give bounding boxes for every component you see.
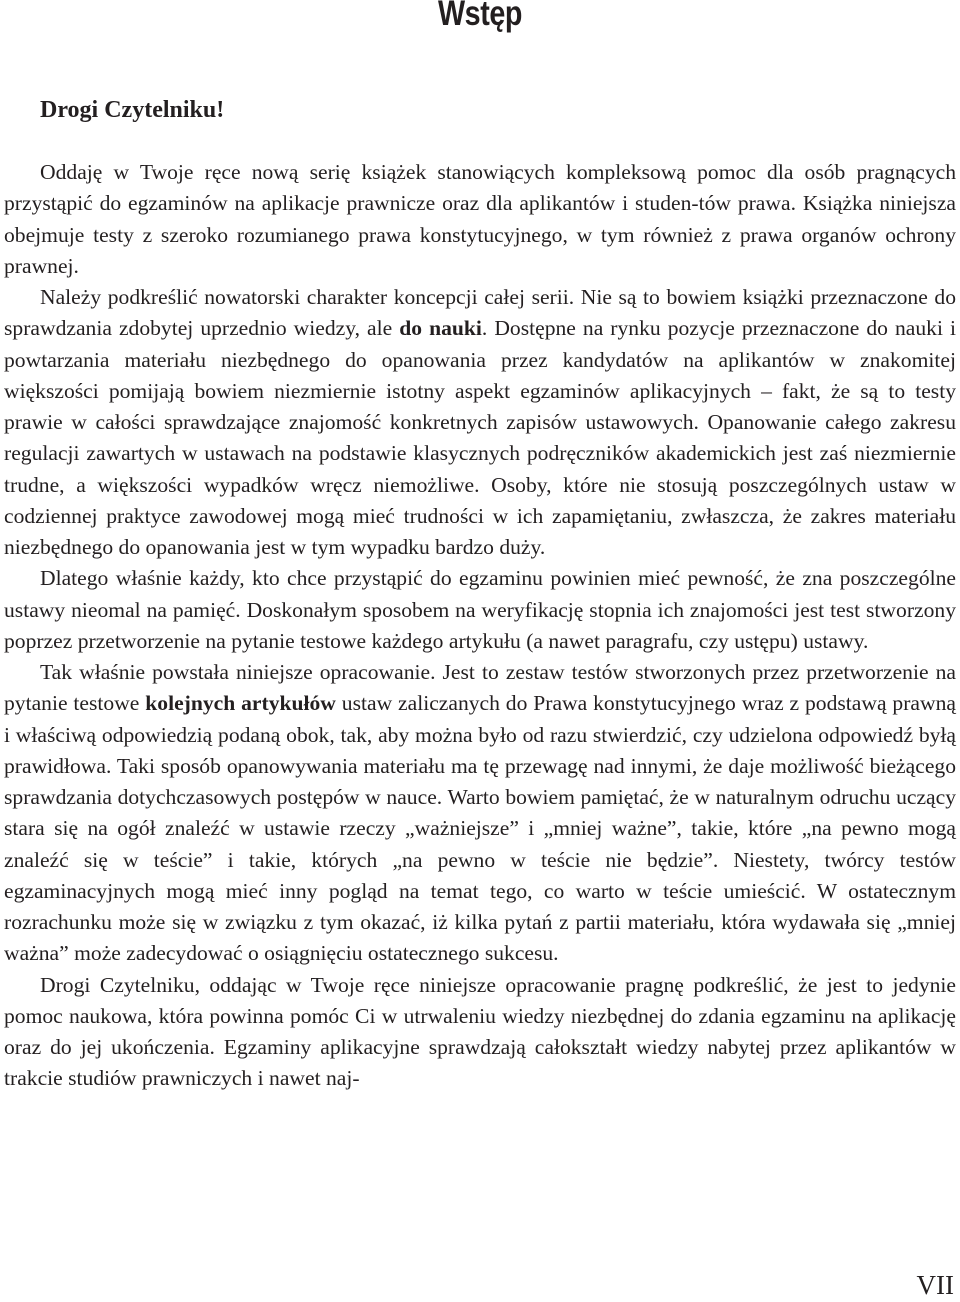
- paragraph-4: [4, 657, 956, 970]
- page-number: VII: [916, 1270, 954, 1300]
- paragraph-5: Drogi Czytelniku, oddając w Twoje ręce niniejsze opracowanie pragnę podkreślić, że jest to jedynie pomoc naukowa, która powinna pomóc Ci w utrwaleniu wiedzy niezbędnej do zdania egzaminu na aplikację oraz do jej ukończenia. Egzaminy aplikacyjne sprawdzają całokształt wiedzy nabytej przez aplikantów w trakcie studiów prawniczych i nawet naj-: [4, 972, 956, 1091]
- paragraph-4-text-b: ustaw zaliczanych do Prawa konstytucyjnego wraz z podstawą prawną i właściwą odpowiedzią podaną obok, tak, aby można było od razu stwierdzić, czy udzielona odpowiedź byłą prawidłowa. Taki sposób opanowywania materiału ma tę przewagę nad innymi, że daje możliwość bieżącego sprawdzania dotychczasowych postępów w nauce. Warto bowiem pamiętać, że w naturalnym odruchu uczący stara się na ogół znaleźć w ustawie rzeczy „ważniejsze” i „mniej ważne”, takie, które „na pewno mogą znaleźć się w teście” i takie, których „na pewno w teście nie będzie”. Niestety, twórcy testów egzaminacyjnych mogą mieć inny pogląd na temat tego, co warto w teście umieścić. W ostatecznym rozrachunku może się w związku z tym okazać, iż kilka pytań z partii materiału, która wydawała się „mniej ważna” może zadecydować o osiągnięciu ostatecznego sukcesu.: [4, 691, 956, 966]
- paragraph-2-emphasis: do nauki: [399, 316, 482, 341]
- chapter-title: Wstęp: [437, 0, 523, 33]
- greeting: Drogi Czytelniku!: [40, 97, 225, 123]
- paragraph-4-text-a: Tak właśnie powstała niniejsze opracowanie. Jest to zestaw testów stworzonych przez przetworzenie na pytanie testowe: [4, 660, 956, 716]
- paragraph-2-text-b: . Dostępne na rynku pozycje przeznaczone do nauki i powtarzania materiału niezbędnego do opanowania przez kandydatów na aplikantów w znakomitej większości pomijają bowiem niezmiernie istotny aspekt egzaminów aplikacyjnych – fakt, że są to testy prawie w całości sprawdzające znajomość konkretnych zapisów ustawowych. Opanowanie całego zakresu regulacji zawartych w ustawach na podstawie klasycznych podręczników akademickich jest zaś niezmiernie trudne, a większości wypadków wręcz niemożliwe. Osoby, które nie stosują poszczególnych ustaw w codziennej praktyce zawodowej mogą mieć trudności w ich zapamiętaniu, zwłaszcza, że zakres materiału niezbędnego do opanowania jest w tym wypadku bardzo duży.: [4, 316, 956, 559]
- paragraph-3: Dlatego właśnie każdy, kto chce przystąpić do egzaminu powinien mieć pewność, że zna poszczególne ustawy nieomal na pamięć. Doskonałym sposobem na weryfikację stopnia ich znajomości jest test stworzony poprzez przetworzenie na pytanie testowe każdego artykułu (a nawet paragrafu, czy ustępu) ustawy.: [4, 566, 956, 653]
- paragraph-2-text-a: Należy podkreślić nowatorski charakter koncepcji całej serii. Nie są to bowiem książki przeznaczone do sprawdzania zdobytej uprzednio wiedzy, ale: [4, 285, 956, 341]
- paragraph-1: Oddaję w Twoje ręce nową serię książek stanowiących kompleksową pomoc dla osób pragnących przystąpić do egzaminów na aplikacje prawnicze oraz dla aplikantów i studen-tów prawa. Książka niniejsza obejmuje testy z szeroko rozumianego prawa konstytucyjnego, w tym również z prawa organów ochrony prawnej.: [4, 160, 956, 278]
- paragraph-2: [4, 282, 956, 563]
- paragraph-4-emphasis: kolejnych artykułów: [145, 691, 336, 716]
- body-text: [4, 157, 956, 1095]
